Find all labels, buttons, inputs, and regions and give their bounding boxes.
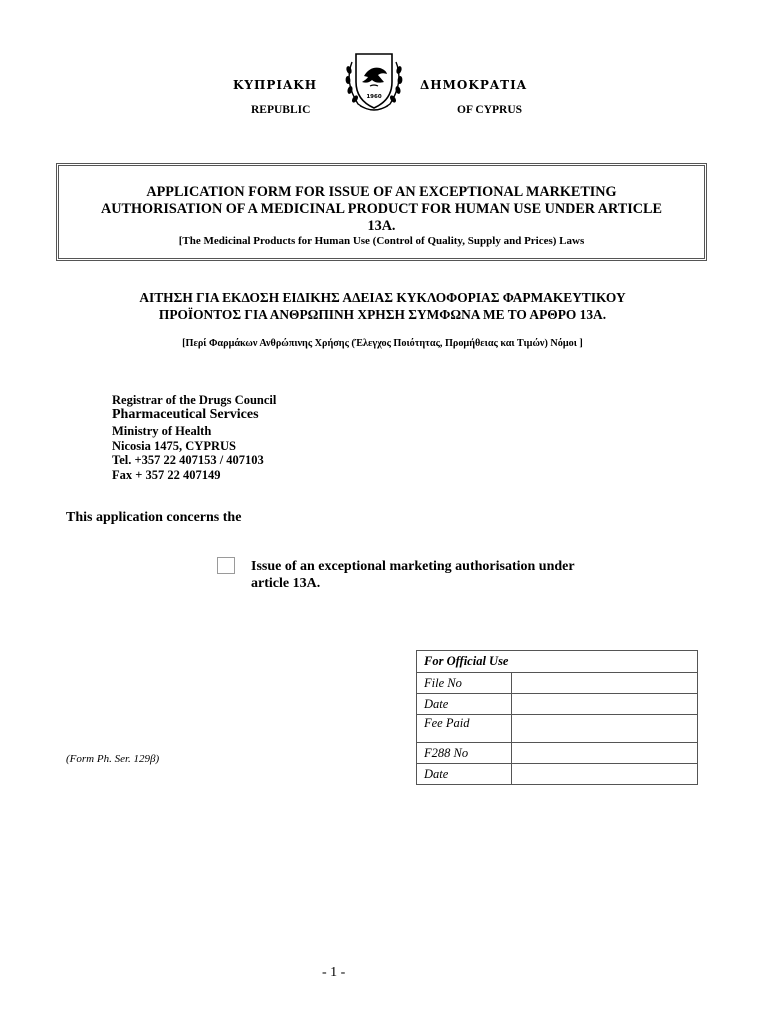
header-english-left: REPUBLIC (251, 104, 311, 116)
date-value[interactable] (512, 694, 698, 715)
address-ministry: Ministry of Health (112, 424, 212, 438)
issue-option-checkbox[interactable] (217, 557, 235, 574)
title-box (56, 163, 707, 261)
date-2-value[interactable] (512, 764, 698, 785)
f288-no-label: F288 No (417, 743, 512, 764)
issue-option-label-line-2: article 13A. (251, 576, 321, 591)
header-english-right: OF CYPRUS (457, 104, 523, 116)
table-row (417, 694, 698, 715)
header-greek-left: ΚΥΠΡΙΑΚΗ (233, 78, 318, 92)
file-no-value[interactable] (512, 673, 698, 694)
table-row (417, 743, 698, 764)
title-line-3: 13A. (367, 218, 396, 234)
greek-law: [Περί Φαρμάκων Ανθρώπινης Χρήσης (Έλεγχος Ποιότητας, Προμήθειας και Τιμών) Νόμοι ] (182, 338, 583, 349)
title-line-2: AUTHORISATION OF A MEDICINAL PRODUCT FOR HUMAN USE UNDER ARTICLE (101, 201, 662, 217)
page-number: - 1 - (322, 965, 346, 980)
header-greek-right: ΔΗΜΟΚΡΑΤΙΑ (420, 78, 528, 92)
file-no-label: File No (417, 673, 512, 694)
date-2-label: Date (417, 764, 512, 785)
title-law: [The Medicinal Products for Human Use (Control of Quality, Supply and Prices) Laws (178, 235, 585, 247)
coat-of-arms-seal (340, 48, 408, 116)
table-row (417, 673, 698, 694)
title-line-1: APPLICATION FORM FOR ISSUE OF AN EXCEPTIONAL MARKETING (146, 184, 617, 200)
official-use-table (416, 650, 698, 785)
address-fax: Fax + 357 22 407149 (112, 468, 221, 482)
table-row (417, 764, 698, 785)
official-use-header: For Official Use (417, 651, 698, 673)
seal-year: 1960 (366, 94, 382, 100)
greek-title-line-1: ΑΙΤΗΣΗ ΓΙΑ ΕΚΔΟΣΗ ΕΙΔΙΚΗΣ ΑΔΕΙΑΣ ΚΥΚΛΟΦΟΡΙΑΣ ΦΑΡΜΑΚΕΥΤΙΚΟΥ (139, 290, 626, 305)
address-registrar: Registrar of the Drugs Council (112, 393, 277, 407)
fee-paid-label: Fee Paid (417, 715, 512, 743)
table-row (417, 715, 698, 743)
address-city: Nicosia 1475, CYPRUS (112, 439, 236, 453)
address-tel: Tel. +357 22 407153 / 407103 (112, 453, 264, 467)
issue-option-label-line-1: Issue of an exceptional marketing authorisation under (251, 559, 575, 574)
fee-paid-value[interactable] (512, 715, 698, 743)
form-reference: (Form Ph. Ser. 129β) (66, 753, 160, 765)
application-concerns-label: This application concerns the (66, 510, 242, 525)
greek-title-line-2: ΠΡΟΪΟΝΤΟΣ ΓΙΑ ΑΝΘΡΩΠΙΝΗ ΧΡΗΣΗ ΣΥΜΦΩΝΑ ΜΕ ΤΟ ΑΡΘΡΟ 13Α. (158, 307, 607, 322)
date-label: Date (417, 694, 512, 715)
address-services: Pharmaceutical Services (112, 407, 259, 422)
f288-no-value[interactable] (512, 743, 698, 764)
